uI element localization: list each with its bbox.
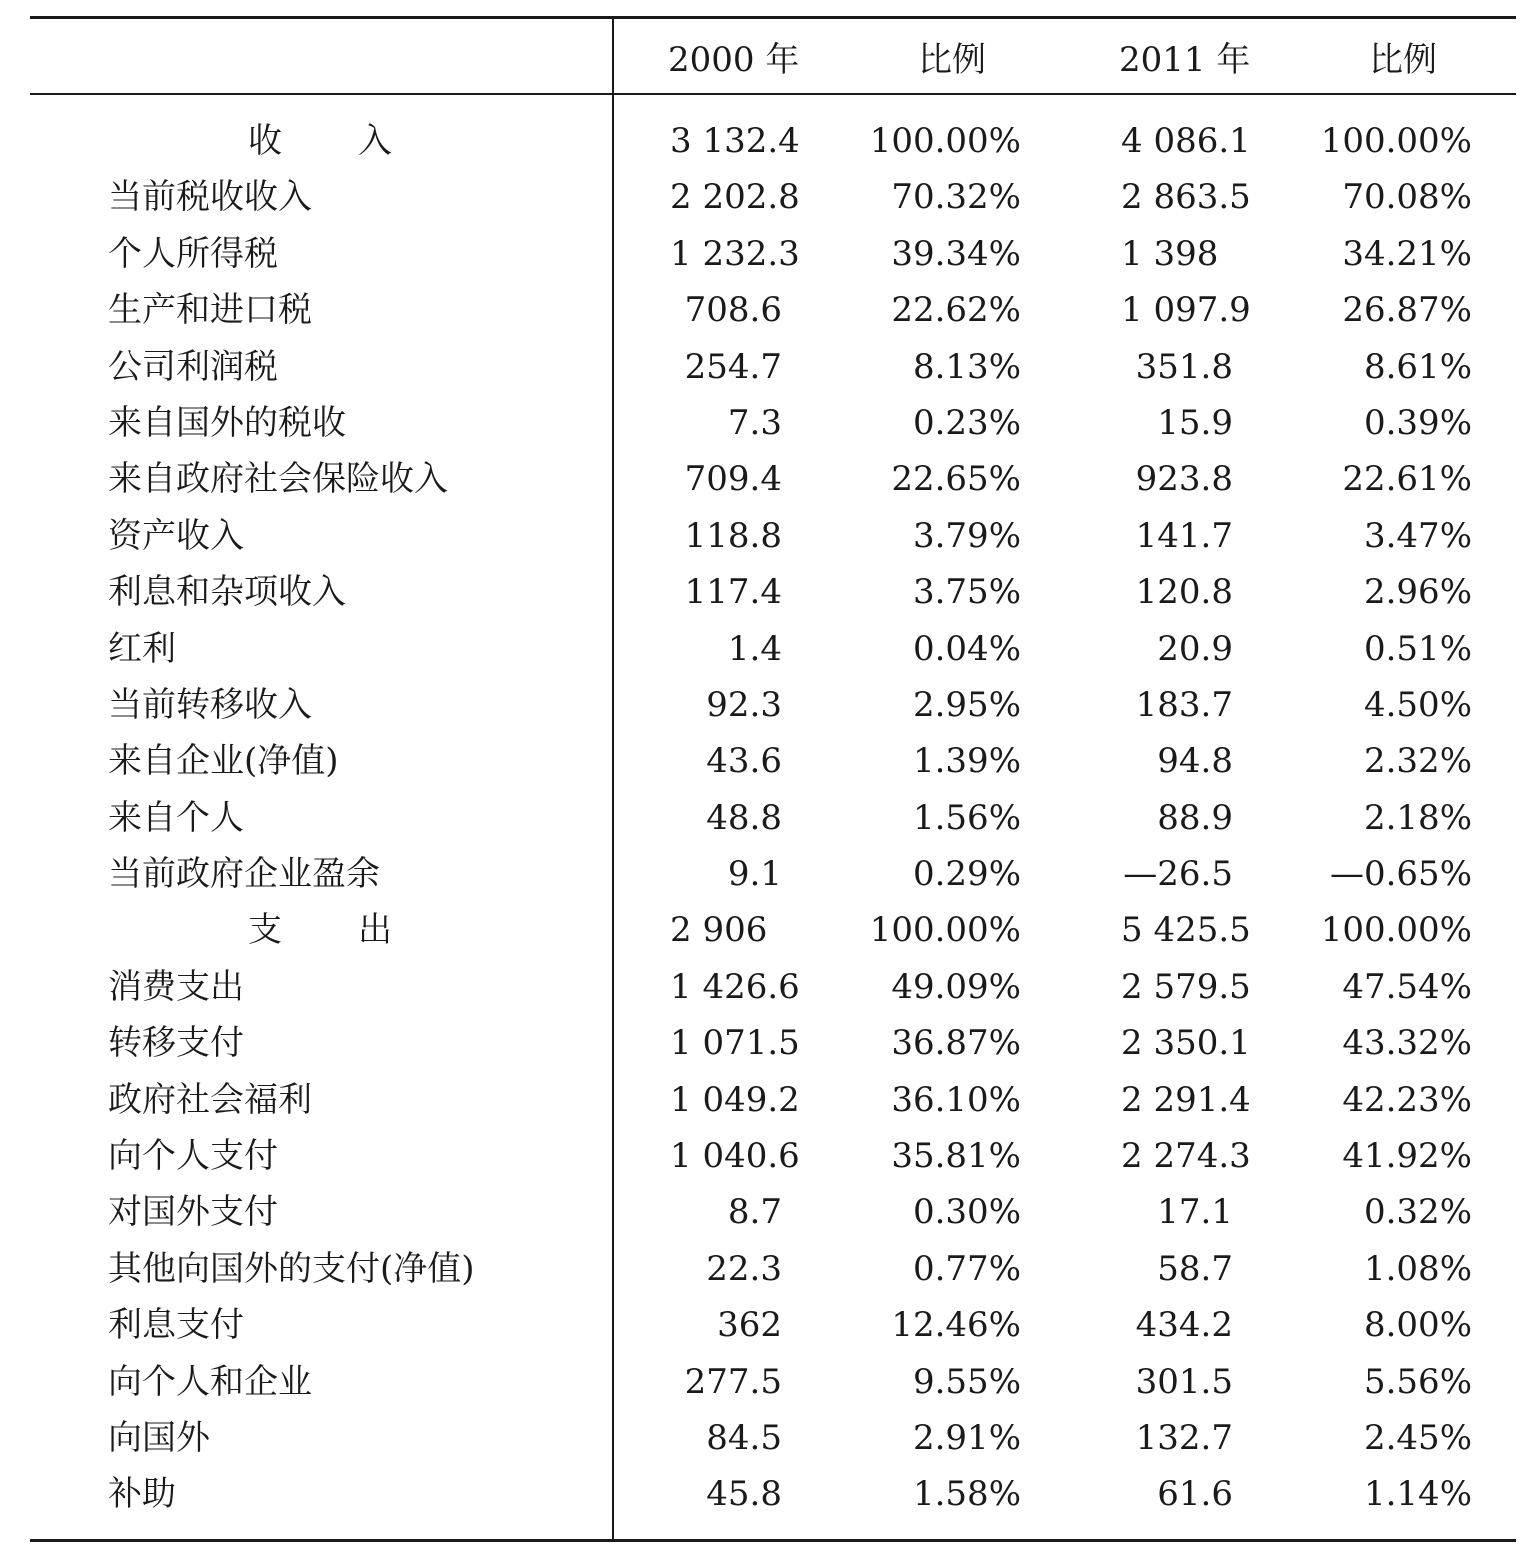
ratio-2000: 2.91%: [912, 1417, 1021, 1458]
table-row: [30, 1128, 1516, 1184]
table-row: [30, 1297, 1516, 1353]
value-2000: 1 071.5: [670, 1023, 800, 1064]
ratio-2000: 1.56%: [912, 797, 1021, 838]
ratio-2011: 8.00%: [1363, 1305, 1472, 1346]
value-2011: 120.8: [1135, 572, 1233, 613]
ratio-2000: 0.77%: [912, 1248, 1021, 1289]
ratio-2000: 1.58%: [912, 1474, 1021, 1515]
value-2000: 9.1: [727, 854, 782, 895]
table-row: [30, 846, 1516, 902]
ratio-2011: 2.45%: [1363, 1417, 1472, 1458]
row-label: 个人所得税: [108, 233, 278, 274]
ratio-2000: 22.62%: [891, 290, 1021, 331]
ratio-2011: 2.96%: [1363, 572, 1472, 613]
ratio-2011: 22.61%: [1342, 459, 1472, 500]
ratio-2011: 100.00%: [1320, 121, 1472, 161]
table-row: [30, 1241, 1516, 1297]
value-2000: 1.4: [727, 628, 782, 669]
row-label: 资产收入: [108, 515, 244, 556]
value-2011: —26.5: [1123, 854, 1233, 895]
row-label: 来自企业(净值): [108, 741, 339, 782]
header-ratio-2011: 比例: [1369, 39, 1437, 80]
table-row: [30, 1410, 1516, 1466]
value-2011: 58.7: [1157, 1248, 1233, 1289]
ratio-2011: 3.47%: [1363, 515, 1472, 556]
value-2011: 2 350.1: [1121, 1023, 1251, 1064]
value-2011: 15.9: [1157, 402, 1233, 443]
value-2011: 94.8: [1157, 741, 1233, 782]
table-row: [30, 169, 1516, 225]
ratio-2000: 3.79%: [912, 515, 1021, 556]
ratio-2011: 2.18%: [1363, 797, 1472, 838]
ratio-2011: 4.50%: [1363, 684, 1472, 725]
ratio-2000: 35.81%: [891, 1136, 1021, 1177]
row-label: 公司利润税: [108, 346, 278, 387]
ratio-2011: 42.23%: [1342, 1079, 1472, 1120]
header-year-2000: 2000 年: [668, 39, 800, 80]
row-label: 向国外: [108, 1417, 210, 1458]
value-2000: 2 202.8: [670, 177, 800, 218]
ratio-2000: 36.87%: [891, 1023, 1021, 1064]
row-label: 当前政府企业盈余: [108, 854, 380, 895]
ratio-2011: 2.32%: [1363, 741, 1472, 782]
ratio-2000: 100.00%: [869, 121, 1021, 161]
value-2000: 43.6: [706, 741, 782, 782]
ratio-2011: 1.08%: [1363, 1248, 1472, 1289]
value-2000: 3 132.4: [670, 121, 800, 161]
ratio-2000: 2.95%: [912, 684, 1021, 725]
row-label: 当前转移收入: [108, 684, 312, 725]
table-row: [30, 226, 1516, 282]
row-label: 利息和杂项收入: [108, 572, 346, 613]
row-label: 收入: [248, 121, 468, 161]
value-2011: 301.5: [1135, 1361, 1233, 1402]
row-label: 当前税收收入: [108, 177, 312, 218]
table-row: [30, 1015, 1516, 1071]
ratio-2000: 0.04%: [912, 628, 1021, 669]
table-row: [30, 621, 1516, 677]
ratio-2011: 41.92%: [1342, 1136, 1472, 1177]
ratio-2011: 1.14%: [1363, 1474, 1472, 1515]
row-label: 向个人和企业: [108, 1361, 312, 1402]
value-2000: 709.4: [684, 459, 782, 500]
value-2011: 2 579.5: [1121, 966, 1251, 1007]
ratio-2000: 22.65%: [891, 459, 1021, 500]
table-body: [30, 113, 1516, 1523]
table-row: [30, 339, 1516, 395]
table-row: [30, 395, 1516, 451]
ratio-2011: 100.00%: [1320, 910, 1472, 951]
table-row: [30, 564, 1516, 620]
ratio-2011: 70.08%: [1342, 177, 1472, 218]
row-label: 向个人支付: [108, 1136, 278, 1177]
value-2000: 92.3: [706, 684, 782, 725]
header-year-2011: 2011 年: [1119, 39, 1251, 80]
table-bottom-rule: [30, 1539, 1516, 1542]
value-2000: 1 232.3: [670, 233, 800, 274]
table-row: [30, 959, 1516, 1015]
value-2000: 8.7: [727, 1192, 782, 1233]
table-row: [30, 733, 1516, 789]
value-2000: 7.3: [727, 402, 782, 443]
row-label: 转移支付: [108, 1023, 244, 1064]
ratio-2011: 34.21%: [1342, 233, 1472, 274]
value-2011: 141.7: [1135, 515, 1233, 556]
ratio-2011: 0.51%: [1363, 628, 1472, 669]
ratio-2011: 8.61%: [1363, 346, 1472, 387]
row-label: 生产和进口税: [108, 290, 312, 331]
value-2011: 1 097.9: [1121, 290, 1251, 331]
ratio-2011: 26.87%: [1342, 290, 1472, 331]
ratio-2011: 5.56%: [1363, 1361, 1472, 1402]
table-row: [30, 1354, 1516, 1410]
value-2011: 5 425.5: [1121, 910, 1251, 951]
table-row: [30, 790, 1516, 846]
value-2000: 1 049.2: [670, 1079, 800, 1120]
header-ratio-2000: 比例: [918, 39, 986, 80]
ratio-2000: 9.55%: [912, 1361, 1021, 1402]
ratio-2011: 0.39%: [1363, 402, 1472, 443]
ratio-2000: 36.10%: [891, 1079, 1021, 1120]
value-2000: 254.7: [684, 346, 782, 387]
value-2011: 2 863.5: [1121, 177, 1251, 218]
section-row: [30, 902, 1516, 958]
fiscal-table: [30, 16, 1516, 1544]
value-2011: 17.1: [1157, 1192, 1233, 1233]
row-label: 支出: [248, 910, 468, 951]
value-2000: 48.8: [706, 797, 782, 838]
row-label: 消费支出: [108, 966, 244, 1007]
ratio-2000: 39.34%: [891, 233, 1021, 274]
ratio-2000: 3.75%: [912, 572, 1021, 613]
value-2011: 183.7: [1135, 684, 1233, 725]
value-2011: 4 086.1: [1121, 121, 1251, 161]
value-2011: 2 291.4: [1121, 1079, 1251, 1120]
value-2011: 2 274.3: [1121, 1136, 1251, 1177]
table-row: [30, 1466, 1516, 1522]
row-label: 其他向国外的支付(净值): [108, 1248, 475, 1289]
table-row: [30, 1072, 1516, 1128]
ratio-2000: 1.39%: [912, 741, 1021, 782]
value-2011: 923.8: [1135, 459, 1233, 500]
table-row: [30, 677, 1516, 733]
value-2011: 434.2: [1135, 1305, 1233, 1346]
table-row: [30, 1184, 1516, 1240]
row-label: 政府社会福利: [108, 1079, 312, 1120]
ratio-2000: 49.09%: [891, 966, 1021, 1007]
ratio-2011: 47.54%: [1342, 966, 1472, 1007]
value-2011: 20.9: [1157, 628, 1233, 669]
row-label: 来自政府社会保险收入: [108, 459, 448, 500]
table-row: [30, 282, 1516, 338]
ratio-2000: 0.30%: [912, 1192, 1021, 1233]
ratio-2000: 0.23%: [912, 402, 1021, 443]
value-2000: 45.8: [706, 1474, 782, 1515]
ratio-2000: 70.32%: [891, 177, 1021, 218]
value-2000: 117.4: [684, 572, 782, 613]
value-2011: 1 398: [1121, 233, 1219, 274]
value-2000: 2 906: [670, 910, 768, 951]
section-row: [30, 113, 1516, 169]
value-2011: 61.6: [1157, 1474, 1233, 1515]
table-row: [30, 508, 1516, 564]
table-row: [30, 451, 1516, 507]
ratio-2000: 100.00%: [869, 910, 1021, 951]
ratio-2000: 8.13%: [912, 346, 1021, 387]
value-2000: 118.8: [684, 515, 782, 556]
value-2000: 1 040.6: [670, 1136, 800, 1177]
ratio-2011: —0.65%: [1329, 854, 1472, 895]
ratio-2011: 0.32%: [1363, 1192, 1472, 1233]
value-2000: 708.6: [684, 290, 782, 331]
row-label: 来自国外的税收: [108, 402, 346, 443]
ratio-2011: 43.32%: [1342, 1023, 1472, 1064]
value-2011: 88.9: [1157, 797, 1233, 838]
value-2011: 132.7: [1135, 1417, 1233, 1458]
value-2000: 277.5: [684, 1361, 782, 1402]
ratio-2000: 12.46%: [891, 1305, 1021, 1346]
row-label: 补助: [108, 1474, 176, 1515]
value-2000: 84.5: [706, 1417, 782, 1458]
row-label: 对国外支付: [108, 1192, 278, 1233]
row-label: 红利: [108, 628, 176, 669]
value-2011: 351.8: [1135, 346, 1233, 387]
value-2000: 1 426.6: [670, 966, 800, 1007]
value-2000: 22.3: [706, 1248, 782, 1289]
value-2000: 362: [717, 1305, 782, 1346]
row-label: 来自个人: [108, 797, 244, 838]
row-label: 利息支付: [108, 1305, 244, 1346]
ratio-2000: 0.29%: [912, 854, 1021, 895]
header-rule: [30, 93, 1516, 95]
